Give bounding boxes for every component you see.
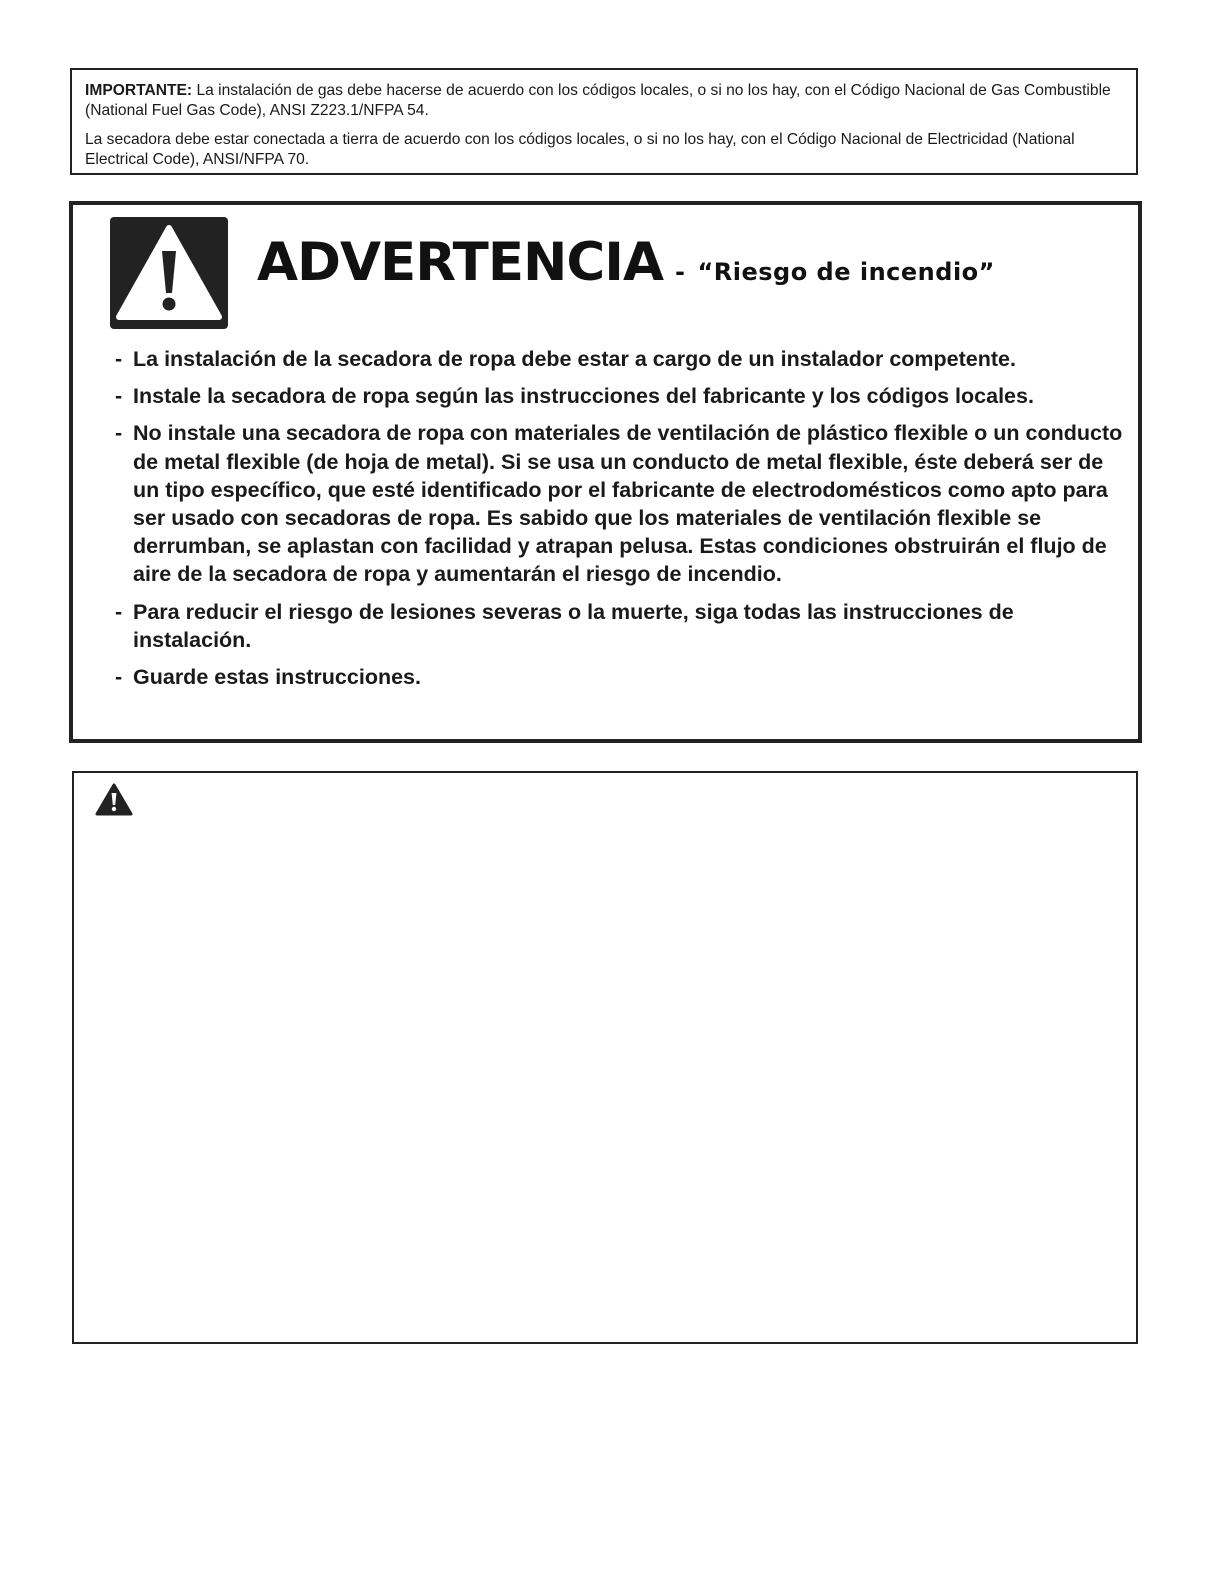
warning-heading [257, 223, 995, 303]
warning-item: - La instalación de la secadora de ropa debe estar a cargo de un instalador competente. [115, 345, 1135, 373]
warning-item: - Guarde estas instrucciones. [115, 663, 1135, 691]
warning-item: - Para reducir el riesgo de lesiones severas o la muerte, siga todas las instrucciones de instalación. [115, 598, 1135, 654]
fire-hazard-warning [69, 201, 1142, 743]
blank-warning-panel [72, 771, 1138, 1344]
warning-subtitle: “Riesgo de incendio” [697, 258, 995, 286]
important-paragraph-electric: La secadora debe estar conectada a tierra de acuerdo con los códigos locales, o si no los hay, con el Código Nacional de Electricidad (National Electrical Code), ANSI/NFPA 70. [85, 131, 1075, 168]
warning-triangle-icon [95, 783, 133, 817]
warning-triangle-icon [110, 217, 228, 329]
important-notice [70, 68, 1138, 175]
warning-list [115, 345, 1135, 700]
warning-separator: - [675, 258, 686, 286]
warning-title: ADVERTENCIA [257, 232, 664, 293]
warning-item: - Instale la secadora de ropa según las instrucciones del fabricante y los códigos locales. [115, 382, 1135, 410]
important-paragraph-gas [85, 81, 1123, 121]
warning-item: - No instale una secadora de ropa con materiales de ventilación de plástico flexible o un conducto de metal flexible (de hoja de metal). Si se usa un conducto de metal flexible, éste deberá ser de un tipo específico, que esté identificado por el fabricante de electrodomésticos como apto para ser usado con secadoras de ropa. Es sabido que los materiales de ventilación flexible se derrumban, se aplastan con facilidad y atrapan pelusa. Estas condiciones obstruirán el flujo de aire de la secadora de ropa y aumentarán el riesgo de incendio. [115, 419, 1135, 588]
important-label: IMPORTANTE: [85, 82, 193, 99]
important-gas-text: La instalación de gas debe hacerse de acuerdo con los códigos locales, o si no los hay, con el Código Nacional de Gas Combustible (National Fuel Gas Code), ANSI Z223.1/NFPA 54. [85, 82, 1111, 119]
